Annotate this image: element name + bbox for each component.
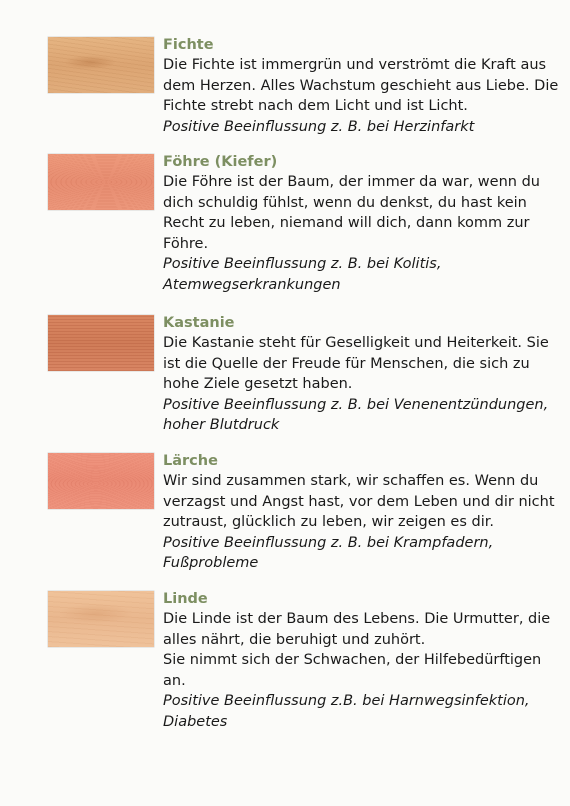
entry-note: Positive Beeinflussung z.B. bei Harnwegsinfektion,	[163, 693, 530, 709]
entry-note: Diabetes	[163, 713, 228, 730]
entry-text	[163, 451, 558, 574]
entry-note: Atemwegserkrankungen	[163, 276, 341, 293]
entry-line: Die Linde ist der Baum des Lebens. Die Urmutter, die	[163, 611, 551, 627]
entry-note: Fußprobleme	[163, 555, 259, 571]
entry-title: Linde	[163, 591, 208, 607]
wood-sample-fichte	[48, 37, 154, 93]
entry-title: Lärche	[163, 453, 218, 469]
entry-note: Positive Beeinflussung z. B. bei Krampfadern,	[163, 534, 494, 551]
entry-line: hohe Ziele gesetzt haben.	[163, 376, 353, 392]
wood-sample-foehre	[48, 154, 154, 210]
entry-text	[163, 589, 558, 732]
entry-line: dem Herzen. Alles Wachstum geschieht aus Liebe. Die	[163, 77, 559, 94]
entry-line: an.	[163, 672, 186, 689]
wood-sample-laerche	[48, 453, 154, 509]
entry-line: Sie nimmt sich der Schwachen, der Hilfebedürftigen	[163, 652, 542, 668]
entry-line: Recht zu leben, niemand will dich, dann komm zur	[163, 215, 530, 231]
entry-line: Föhre.	[163, 235, 209, 252]
entry-line: alles nährt, die beruhigt und zuhört.	[163, 631, 426, 648]
entry-line: verzagst und Angst hast, vor dem Leben und dir nicht	[163, 493, 555, 510]
entry-note: Positive Beeinflussung z. B. bei Herzinfarkt	[163, 118, 475, 135]
entry-title: Föhre (Kiefer)	[163, 154, 278, 170]
entry-title: Kastanie	[163, 315, 235, 331]
entry-line: zutraust, glücklich zu leben, wir zeigen es dir.	[163, 514, 494, 530]
entry-line: Die Fichte ist immergrün und verströmt die Kraft aus	[163, 57, 547, 73]
entry-note: Positive Beeinflussung z. B. bei Venenentzündungen,	[163, 396, 549, 413]
entry-title: Fichte	[163, 37, 214, 53]
wood-sample-kastanie	[48, 315, 154, 371]
entry-text	[163, 152, 558, 295]
wood-sample-linde	[48, 591, 154, 647]
entry-note: hoher Blutdruck	[163, 417, 280, 433]
entry-line: Die Föhre ist der Baum, der immer da war, wenn du	[163, 174, 540, 190]
entry-line: dich schuldig fühlst, wenn du denkst, du hast kein	[163, 194, 527, 211]
entry-text	[163, 35, 558, 137]
entry-note: Positive Beeinflussung z. B. bei Kolitis,	[163, 256, 442, 272]
entry-line: ist die Quelle der Freude für Menschen, die sich zu	[163, 355, 530, 372]
entry-line: Wir sind zusammen stark, wir schaffen es. Wenn du	[163, 473, 539, 489]
entry-line: Die Kastanie steht für Geselligkeit und Heiterkeit. Sie	[163, 335, 549, 351]
entry-text	[163, 313, 558, 436]
entry-line: Fichte strebt nach dem Licht und ist Licht.	[163, 98, 468, 114]
